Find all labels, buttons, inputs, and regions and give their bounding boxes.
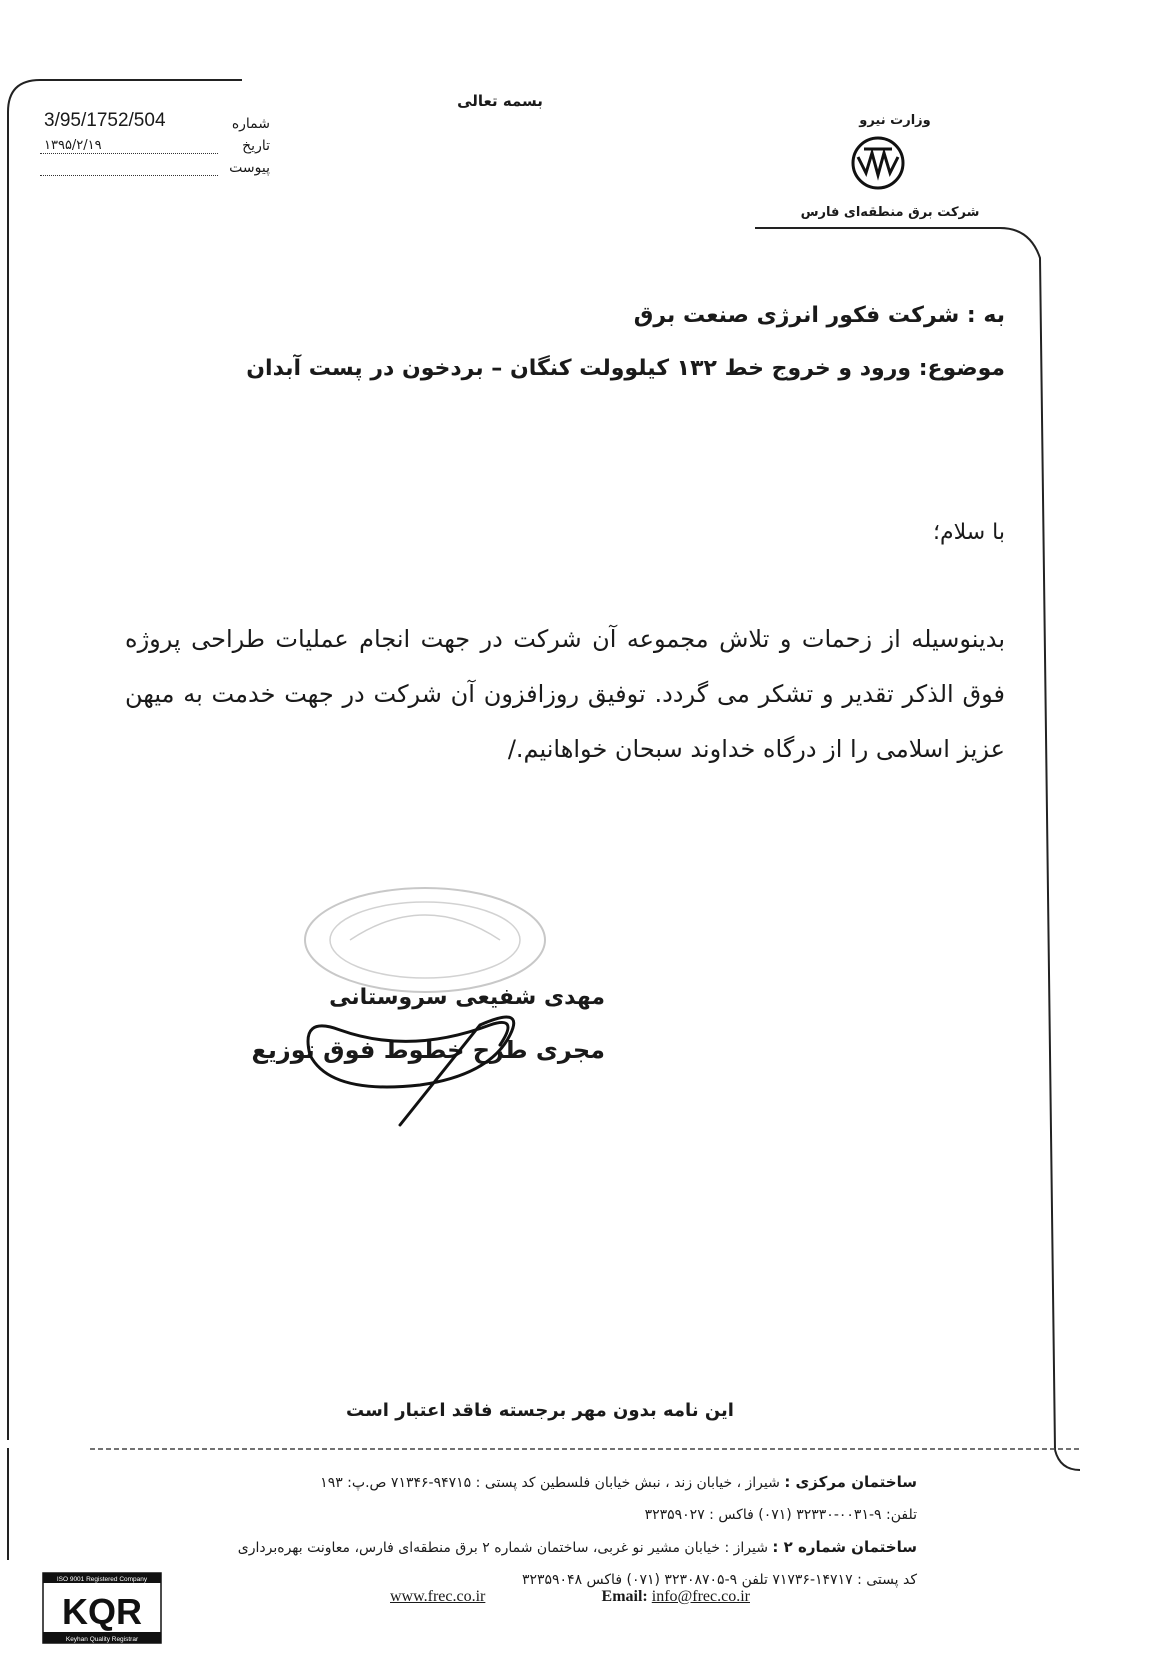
contact-row [390, 1588, 750, 1606]
validity-notice: این نامه بدون مهر برجسته فاقد اعتبار است [346, 1400, 734, 1421]
b2-label: ساختمان شماره ۲ : [772, 1538, 917, 1556]
handwritten-signature [270, 985, 550, 1135]
hq-phone-line: تلفن: ۹-۰۰۳۱-۳۲۳۳۰ (۰۷۱) فاکس : ۳۲۳۵۹۰۲۷ [644, 1507, 917, 1523]
letter-meta [40, 110, 270, 176]
ministry-name: وزارت نیرو [859, 113, 931, 128]
kqr-letters: KQR [62, 1591, 142, 1632]
hq-line [157, 1466, 917, 1499]
attachment-row [40, 154, 270, 176]
date-row [40, 132, 270, 154]
hq-address: شیراز ، خیابان زند ، نبش خیابان فلسطین کد پستی : ۹۴۷۱۵-۷۱۳۴۶ ص.پ: ۱۹۳ [320, 1475, 780, 1491]
kqr-top-text: ISO 9001 Registered Company [56, 1576, 148, 1583]
number-label: شماره [231, 116, 270, 132]
hq-label: ساختمان مرکزی : [784, 1473, 917, 1491]
date-label: تاریخ [242, 138, 270, 154]
letter-number: 3/95/1752/504 [44, 110, 166, 131]
email-group [602, 1588, 750, 1606]
kqr-certification-logo [42, 1572, 162, 1644]
attachment-label: پیوست [229, 160, 270, 176]
website-link[interactable]: www.frec.co.ir [390, 1588, 486, 1605]
company-name: شرکت برق منطقه‌ای فارس [800, 205, 980, 220]
greeting: با سلام؛ [933, 520, 1005, 545]
recipient-line: به : شرکت فکور انرژی صنعت برق [633, 303, 1005, 328]
bismillah-heading: بسمه تعالی [457, 92, 543, 110]
footer-addresses [157, 1466, 917, 1596]
attachment-value [40, 175, 218, 176]
letter-body: بدینوسیله از زحمات و تلاش مجموعه آن شرکت در جهت انجام عملیات طراحی پروژه فوق الذکر تقدیر و تشکر می گردد. توفیق روزافزون آن شرکت در جهت خدمت به میهن عزیز اسلامی را از درگاه خداوند سبحان خواهانیم./ [125, 625, 1005, 763]
signer-title: مجری طرح خطوط فوق توزیع [251, 1036, 605, 1064]
email-label: Email: [601, 1588, 648, 1605]
subject-line: موضوع: ورود و خروج خط ۱۳۲ کیلوولت کنگان – بردخون در پست آبدان [246, 356, 1005, 381]
company-logo-icon [848, 135, 908, 191]
letter-date: ۱۳۹۵/۲/۱۹ [40, 138, 218, 154]
number-row [40, 110, 270, 132]
b2-address: شیراز : خیابان مشیر نو غربی، ساختمان شماره ۲ برق منطقه‌ای فارس، معاونت بهره‌برداری [237, 1540, 768, 1556]
b2-line [157, 1531, 917, 1564]
signer-name: مهدی شفیعی سروستانی [329, 985, 605, 1010]
email-link[interactable]: info@frec.co.ir [651, 1588, 750, 1605]
b2-phone-line: کد پستی : ۱۴۷۱۷-۷۱۷۳۶ تلفن ۹-۳۲۳۰۸۷۰۵ (۰۷۱) فاکس ۳۲۳۵۹۰۴۸ [521, 1572, 917, 1588]
kqr-bottom-text: Keyhan Quality Registrar [65, 1636, 139, 1643]
